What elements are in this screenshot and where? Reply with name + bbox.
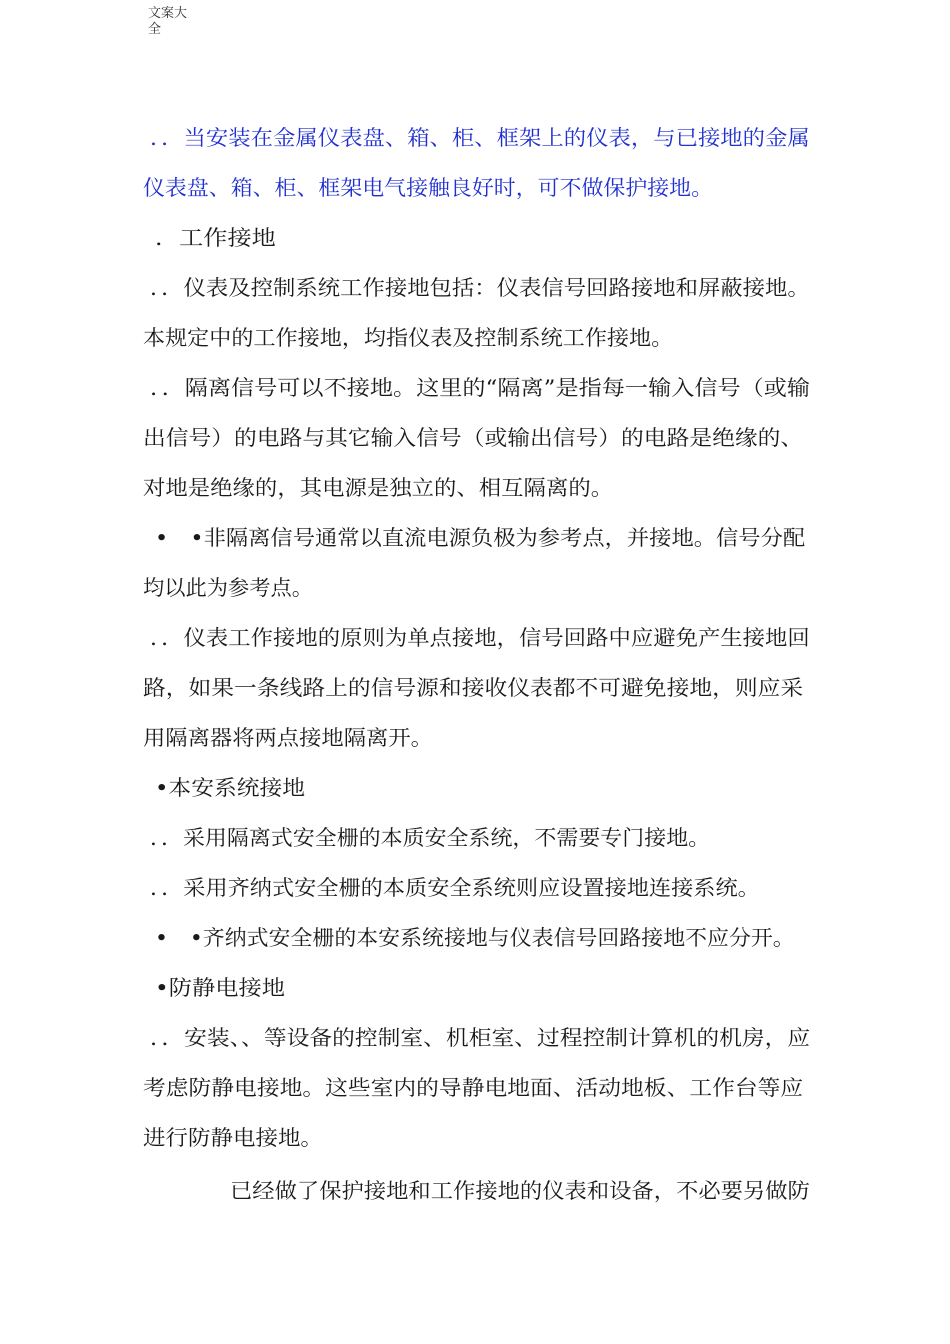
line-text: 均以此为参考点。 xyxy=(143,576,314,600)
line-text: ．．仪表工作接地的原则为单点接地，信号回路中应避免产生接地回 xyxy=(150,626,810,650)
line-text: 本规定中的工作接地，均指仪表及控制系统工作接地。 xyxy=(143,326,674,350)
header-mark: 文案大全 xyxy=(148,6,188,37)
line-text: 用隔离器将两点接地隔离开。 xyxy=(143,726,433,750)
line-text: ．．采用齐纳式安全栅的本质安全系统则应设置接地连接系统。 xyxy=(150,876,760,900)
line-text: ．．仪表及控制系统工作接地包括：仪表信号回路接地和屏蔽接地。 xyxy=(150,276,810,300)
line-text: 出信号）的电路与其它输入信号（或输出信号）的电路是绝缘的、 xyxy=(143,426,804,450)
line-text: •本安系统接地 xyxy=(155,776,306,800)
line-text: •防静电接地 xyxy=(155,976,285,1000)
line-text: 仪表盘、箱、柜、框架电气接触良好时，可不做保护接地。 xyxy=(143,176,714,200)
line-text: ．．安装、、等设备的控制室、机柜室、过程控制计算机的机房，应 xyxy=(150,1026,811,1050)
line-text: ．工作接地 xyxy=(155,226,276,250)
line-text: • •齐纳式安全栅的本安系统接地与仪表信号回路接地不应分开。 xyxy=(155,926,795,950)
line-text: ．．当安装在金属仪表盘、箱、柜、框架上的仪表，与已接地的金属 xyxy=(150,126,810,150)
line-text: 进行防静电接地。 xyxy=(143,1126,323,1150)
line-text: ．．隔离信号可以不接地。这里的“隔离”是指每一输入信号（或输 xyxy=(150,376,811,400)
line-text: 路，如果一条线路上的信号源和接收仪表都不可避免接地，则应采 xyxy=(143,676,804,700)
line-text: • •非隔离信号通常以直流电源负极为参考点，并接地。信号分配 xyxy=(155,526,806,550)
line-text: ．．采用隔离式安全栅的本质安全系统，不需要专门接地。 xyxy=(150,826,711,850)
line-text: 对地是绝缘的，其电源是独立的、相互隔离的。 xyxy=(143,476,614,500)
line-text: 考虑防静电接地。这些室内的导静电地面、活动地板、工作台等应 xyxy=(143,1076,804,1100)
line-text: 已经做了保护接地和工作接地的仪表和设备，不必要另做防 xyxy=(230,1179,810,1203)
